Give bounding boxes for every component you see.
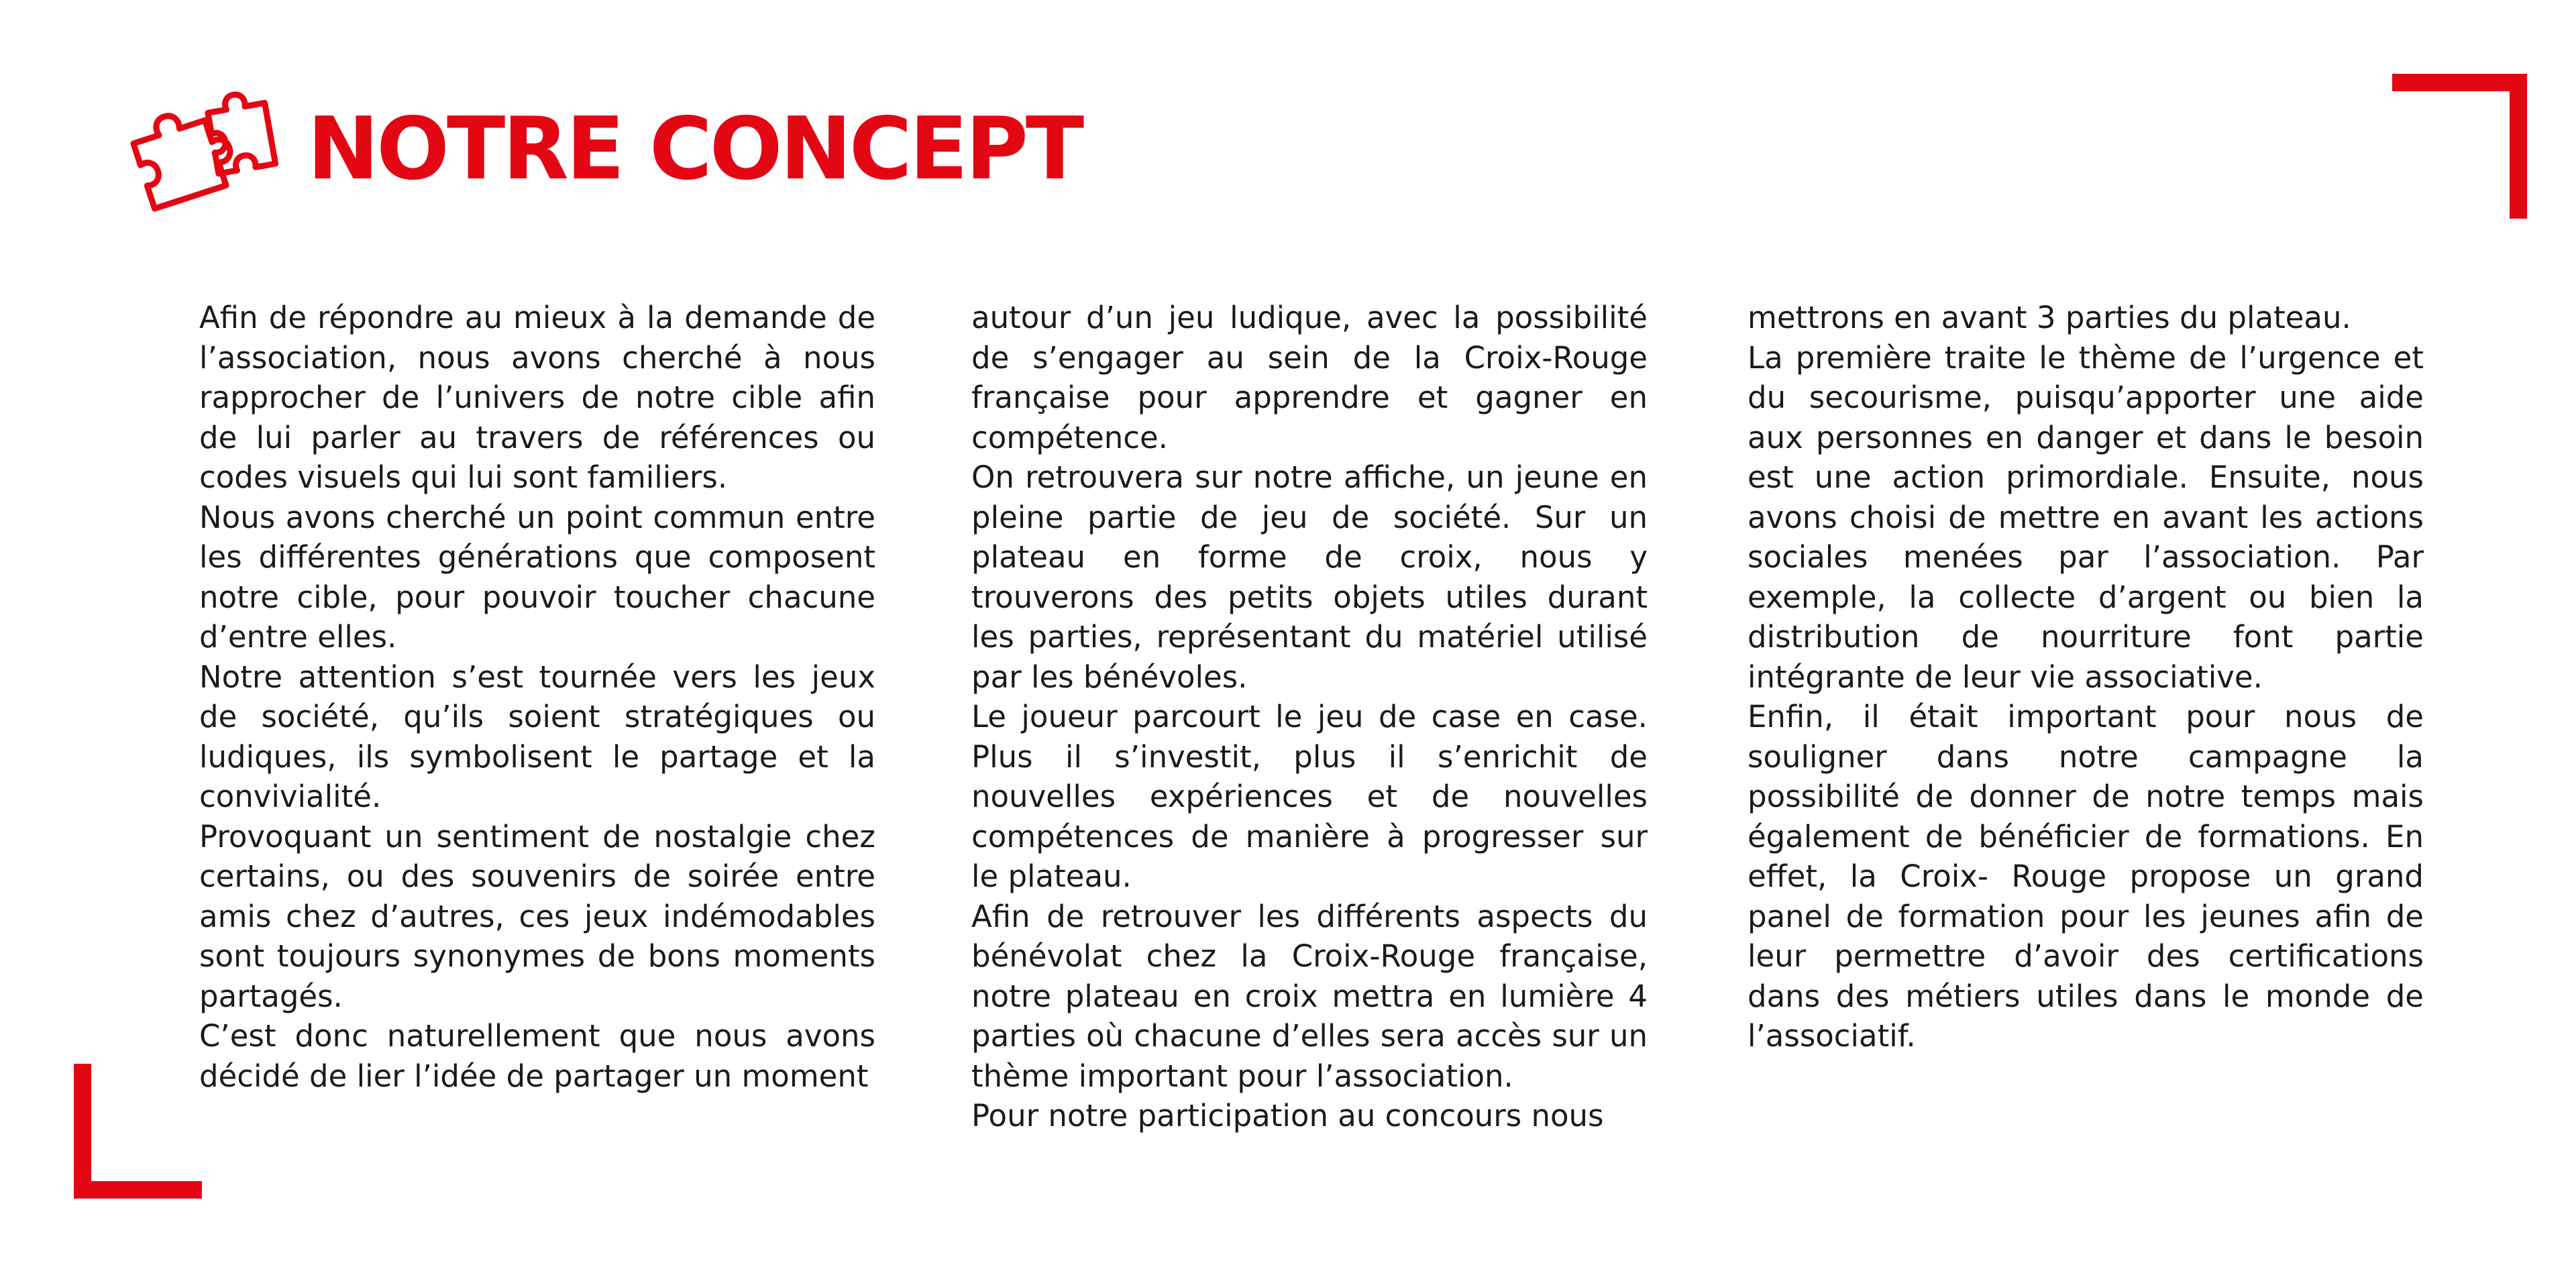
paragraph: Le joueur parcourt le jeu de case en case. Plus il s’investit, plus il s’enrichit de nouvelles expériences et de nouvelles compétences de manière à progresser sur le plateau. [971, 699, 1648, 894]
paragraph: Pour notre participation au concours nous [971, 1098, 1604, 1133]
text-column-2 [971, 298, 1648, 1136]
page-title: NOTRE CONCEPT [307, 99, 1082, 199]
text-column-1 [199, 298, 875, 1096]
paragraph: On retrouvera sur notre affiche, un jeune en pleine partie de jeu de société. Sur un plateau en forme de croix, nous y trouverons des petits objets utiles durant les parties, représentant du matériel utilisé par les bénévoles. [971, 459, 1648, 695]
text-column-3 [1748, 298, 2424, 1056]
paragraph: autour d’un jeu ludique, avec la possibilité de s’engager au sein de la Croix-Rouge française pour apprendre et gagner en compétence. [971, 300, 1648, 455]
paragraph: Notre attention s’est tournée vers les jeux de société, qu’ils soient stratégiques ou ludiques, ils symbolisent le partage et la convivialité. [199, 659, 875, 814]
corner-bracket-bottom-left [74, 1064, 202, 1199]
paragraph: Provoquant un sentiment de nostalgie chez certains, ou des souvenirs de soirée entre amis chez d’autres, ces jeux indémodables sont toujours synonymes de bons moments partagés. [199, 818, 875, 1014]
paragraph: Afin de retrouver les différents aspects du bénévolat chez la Croix-Rouge française, notre plateau en croix mettra en lumière 4 parties où chacune d’elles sera accès sur un thème important pour l’association. [971, 898, 1648, 1094]
corner-bracket-top-right [2392, 74, 2527, 219]
paragraph: La première traite le thème de l’urgence et du secourisme, puisqu’apporter une aide aux personnes en danger et dans le besoin est une action primordiale. Ensuite, nous avons choisi de mettre en avant les actions sociales menées par l’association. Par exemple, la collecte d’argent ou bien la distribution de nourriture font partie intégrante de leur vie associative. [1748, 339, 2424, 695]
puzzle-icon [125, 81, 307, 218]
page-header [125, 89, 1081, 210]
paragraph: Enfin, il était important pour nous de souligner dans notre campagne la possibilité de donner de notre temps mais également de bénéficier de formations. En effet, la Croix- Rouge propose un grand panel de formation pour les jeunes afin de leur permettre d’avoir des certifications dans des métiers utiles dans le monde de l’associatif. [1748, 699, 2424, 1054]
paragraph: Afin de répondre au mieux à la demande de l’association, nous avons cherché à nous rapprocher de l’univers de notre cible afin de lui parler au travers de références ou codes visuels qui lui sont familiers. [199, 300, 875, 495]
paragraph: C’est donc naturellement que nous avons décidé de lier l’idée de partager un moment [199, 1018, 875, 1094]
paragraph: mettrons en avant 3 parties du plateau. [1748, 300, 2351, 335]
paragraph: Nous avons cherché un point commun entre les différentes générations que composent notre cible, pour pouvoir toucher chacune d’entre elles. [199, 499, 875, 655]
